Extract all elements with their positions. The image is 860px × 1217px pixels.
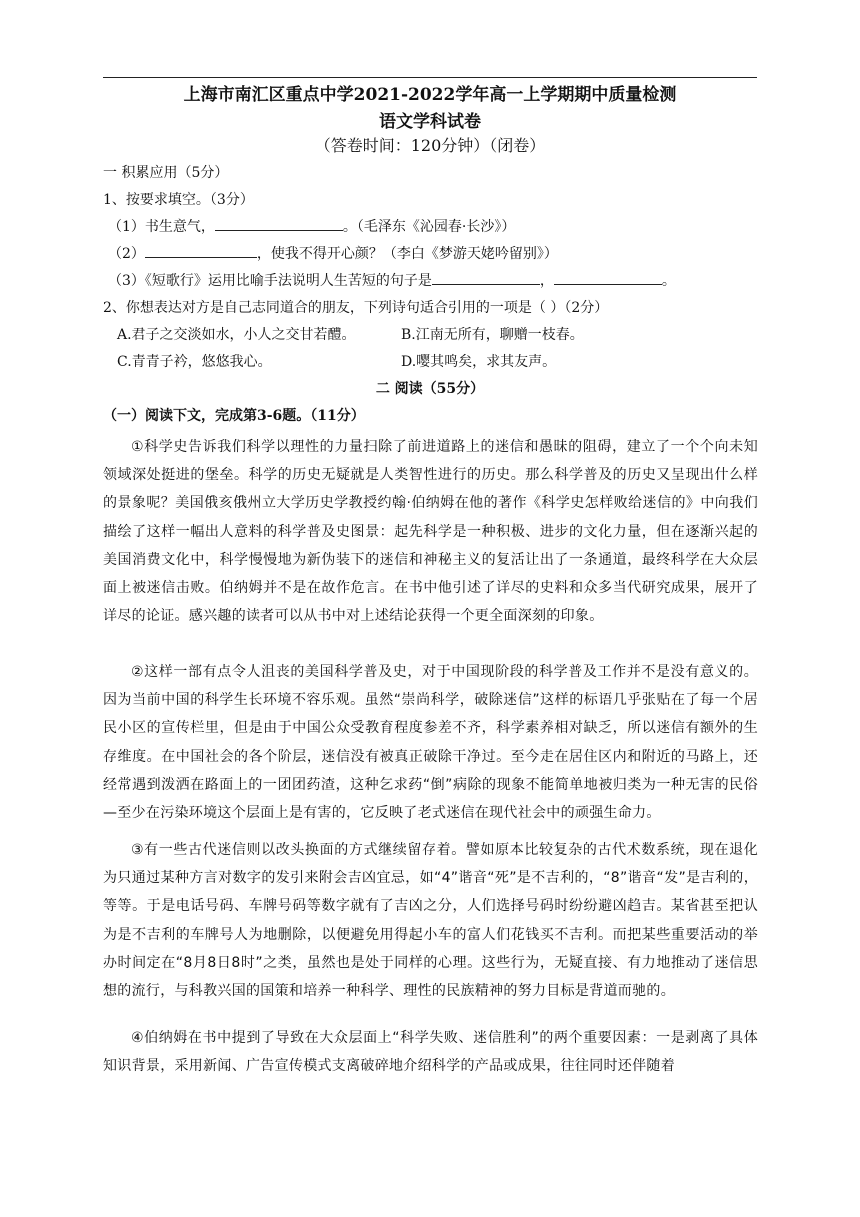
reading-paragraph-2: ②这样一部有点令人沮丧的美国科学普及史，对于中国现阶段的科学普及工作并不是没有意义的。因为当前中国的科学生长环境不容乐观。虽然“崇尚科学，破除迷信”这样的标语几乎张贴在了每一个居民小区的宣传栏里，但是由于中国公众受教育程度参差不齐，科学素养相对缺乏，所以迷信有额外的生存维度。在中国社会的各个阶层，迷信没有被真正破除干净过。至今走在居住区内和附近的马路上，还经常遇到泼洒在路面上的一团团药渣，这种乞求药“倒”病除的现象不能简单地被归类为一种无害的民俗—至少在污染环境这个层面上是有害的，它反映了老式迷信在现代社会中的顽强生命力。 bbox=[103, 664, 758, 822]
exam-subtitle: 语文学科试卷 bbox=[379, 112, 481, 132]
q1-item1-blank[interactable] bbox=[215, 216, 343, 231]
q2-option-d[interactable]: D.嘤其鸣矣，求其友声。 bbox=[401, 354, 557, 370]
exam-title: 上海市南汇区重点中学2021-2022学年高一上学期期中质量检测 bbox=[183, 85, 677, 105]
part1-heading: （一）阅读下文，完成第3-6题。（11分） bbox=[103, 408, 365, 424]
section1-heading: 一 积累应用（5分） bbox=[103, 165, 229, 181]
q1-item2-pre: （2） bbox=[108, 246, 145, 262]
reading-paragraph-3: ③有一些古代迷信则以改头换面的方式继续留存着。譬如原本比较复杂的古代术数系统，现在退化为只通过某种方言对数字的发引来附会吉凶宜忌，如“4”谐音“死”是不吉利的，“8”谐音“发”是吉利的，等等。于是电话号码、车牌号码等数字就有了吉凶之分，人们选择号码时纷纷避凶趋吉。某省甚至把认为是不吉利的车牌号人为地删除，以便避免用得起小车的富人们花钱买不吉利。而把某些重要活动的举办时间定在“8月8日8时”之类，虽然也是处于同样的心理。这些行为，无疑直接、有力地推动了迷信思想的流行，与科教兴国的国策和培养一种科学、理性的民族精神的努力目标是背道而驰的。 bbox=[103, 842, 758, 1000]
q1-item2-blank[interactable] bbox=[145, 243, 257, 258]
q1-item3-blank2[interactable] bbox=[554, 270, 662, 285]
header-rule bbox=[103, 77, 757, 78]
q1-item1-post: 。（毛泽东《沁园春·长沙》） bbox=[342, 219, 516, 235]
reading-paragraph-1: ①科学史告诉我们科学以理性的力量扫除了前进道路上的迷信和愚昧的阻碍，建立了一个个向未知领域深处挺进的堡垒。科学的历史无疑就是人类智性进行的历史。那么科学普及的历史又呈现出什么样的景象呢？美国俄亥俄州立大学历史学教授约翰·伯纳姆在他的著作《科学史怎样败给迷信的》中向我们描绘了这样一幅出人意料的科学普及史图景：起先科学是一种积极、进步的文化力量，但在逐渐兴起的美国消费文化中，科学慢慢地为新伪装下的迷信和神秘主义的复活让出了一条通道，最终科学在大众层面上被迷信击败。伯纳姆并不是在故作危言。在书中他引述了详尽的史料和众多当代研究成果，展开了详尽的论证。感兴趣的读者可以从书中对上述结论获得一个更全面深刻的印象。 bbox=[103, 439, 758, 625]
q1-item2 bbox=[108, 243, 558, 265]
q1-item3-pre: （3）《短歌行》运用比喻手法说明人生苦短的句子是 bbox=[108, 273, 432, 289]
q1-item3-blank1[interactable] bbox=[432, 270, 540, 285]
q1-item1-pre: （1）书生意气， bbox=[108, 219, 215, 235]
q2-option-c[interactable]: C.青青子衿，悠悠我心。 bbox=[117, 354, 272, 370]
q1-item3-mid: ， bbox=[539, 273, 554, 289]
q2-option-b[interactable]: B.江南无所有，聊赠一枝春。 bbox=[401, 327, 584, 343]
q1-item3 bbox=[108, 270, 676, 292]
q1-item1 bbox=[108, 216, 515, 238]
q1-item2-post: ，使我不得开心颜？（李白《梦游天姥吟留别》） bbox=[256, 246, 558, 262]
q2-option-a[interactable]: A.君子之交淡如水，小人之交甘若醴。 bbox=[117, 327, 356, 343]
section2-heading: 二 阅读（55分） bbox=[375, 381, 485, 397]
exam-info: （答卷时间：120分钟）（闭卷） bbox=[314, 136, 546, 155]
reading-paragraph-4: ④伯纳姆在书中提到了导致在大众层面上“科学失败、迷信胜利”的两个重要因素：一是剥离了具体知识背景，采用新闻、广告宣传模式支离破碎地介绍科学的产品或成果，往往同时还伴随着 bbox=[103, 1030, 758, 1075]
q2-prompt: 2、你想表达对方是自己志同道合的朋友，下列诗句适合引用的一项是（ ）（2分） bbox=[103, 300, 609, 316]
q1-prompt: 1、按要求填空。（3分） bbox=[103, 192, 254, 208]
q1-item3-post: 。 bbox=[661, 273, 676, 289]
